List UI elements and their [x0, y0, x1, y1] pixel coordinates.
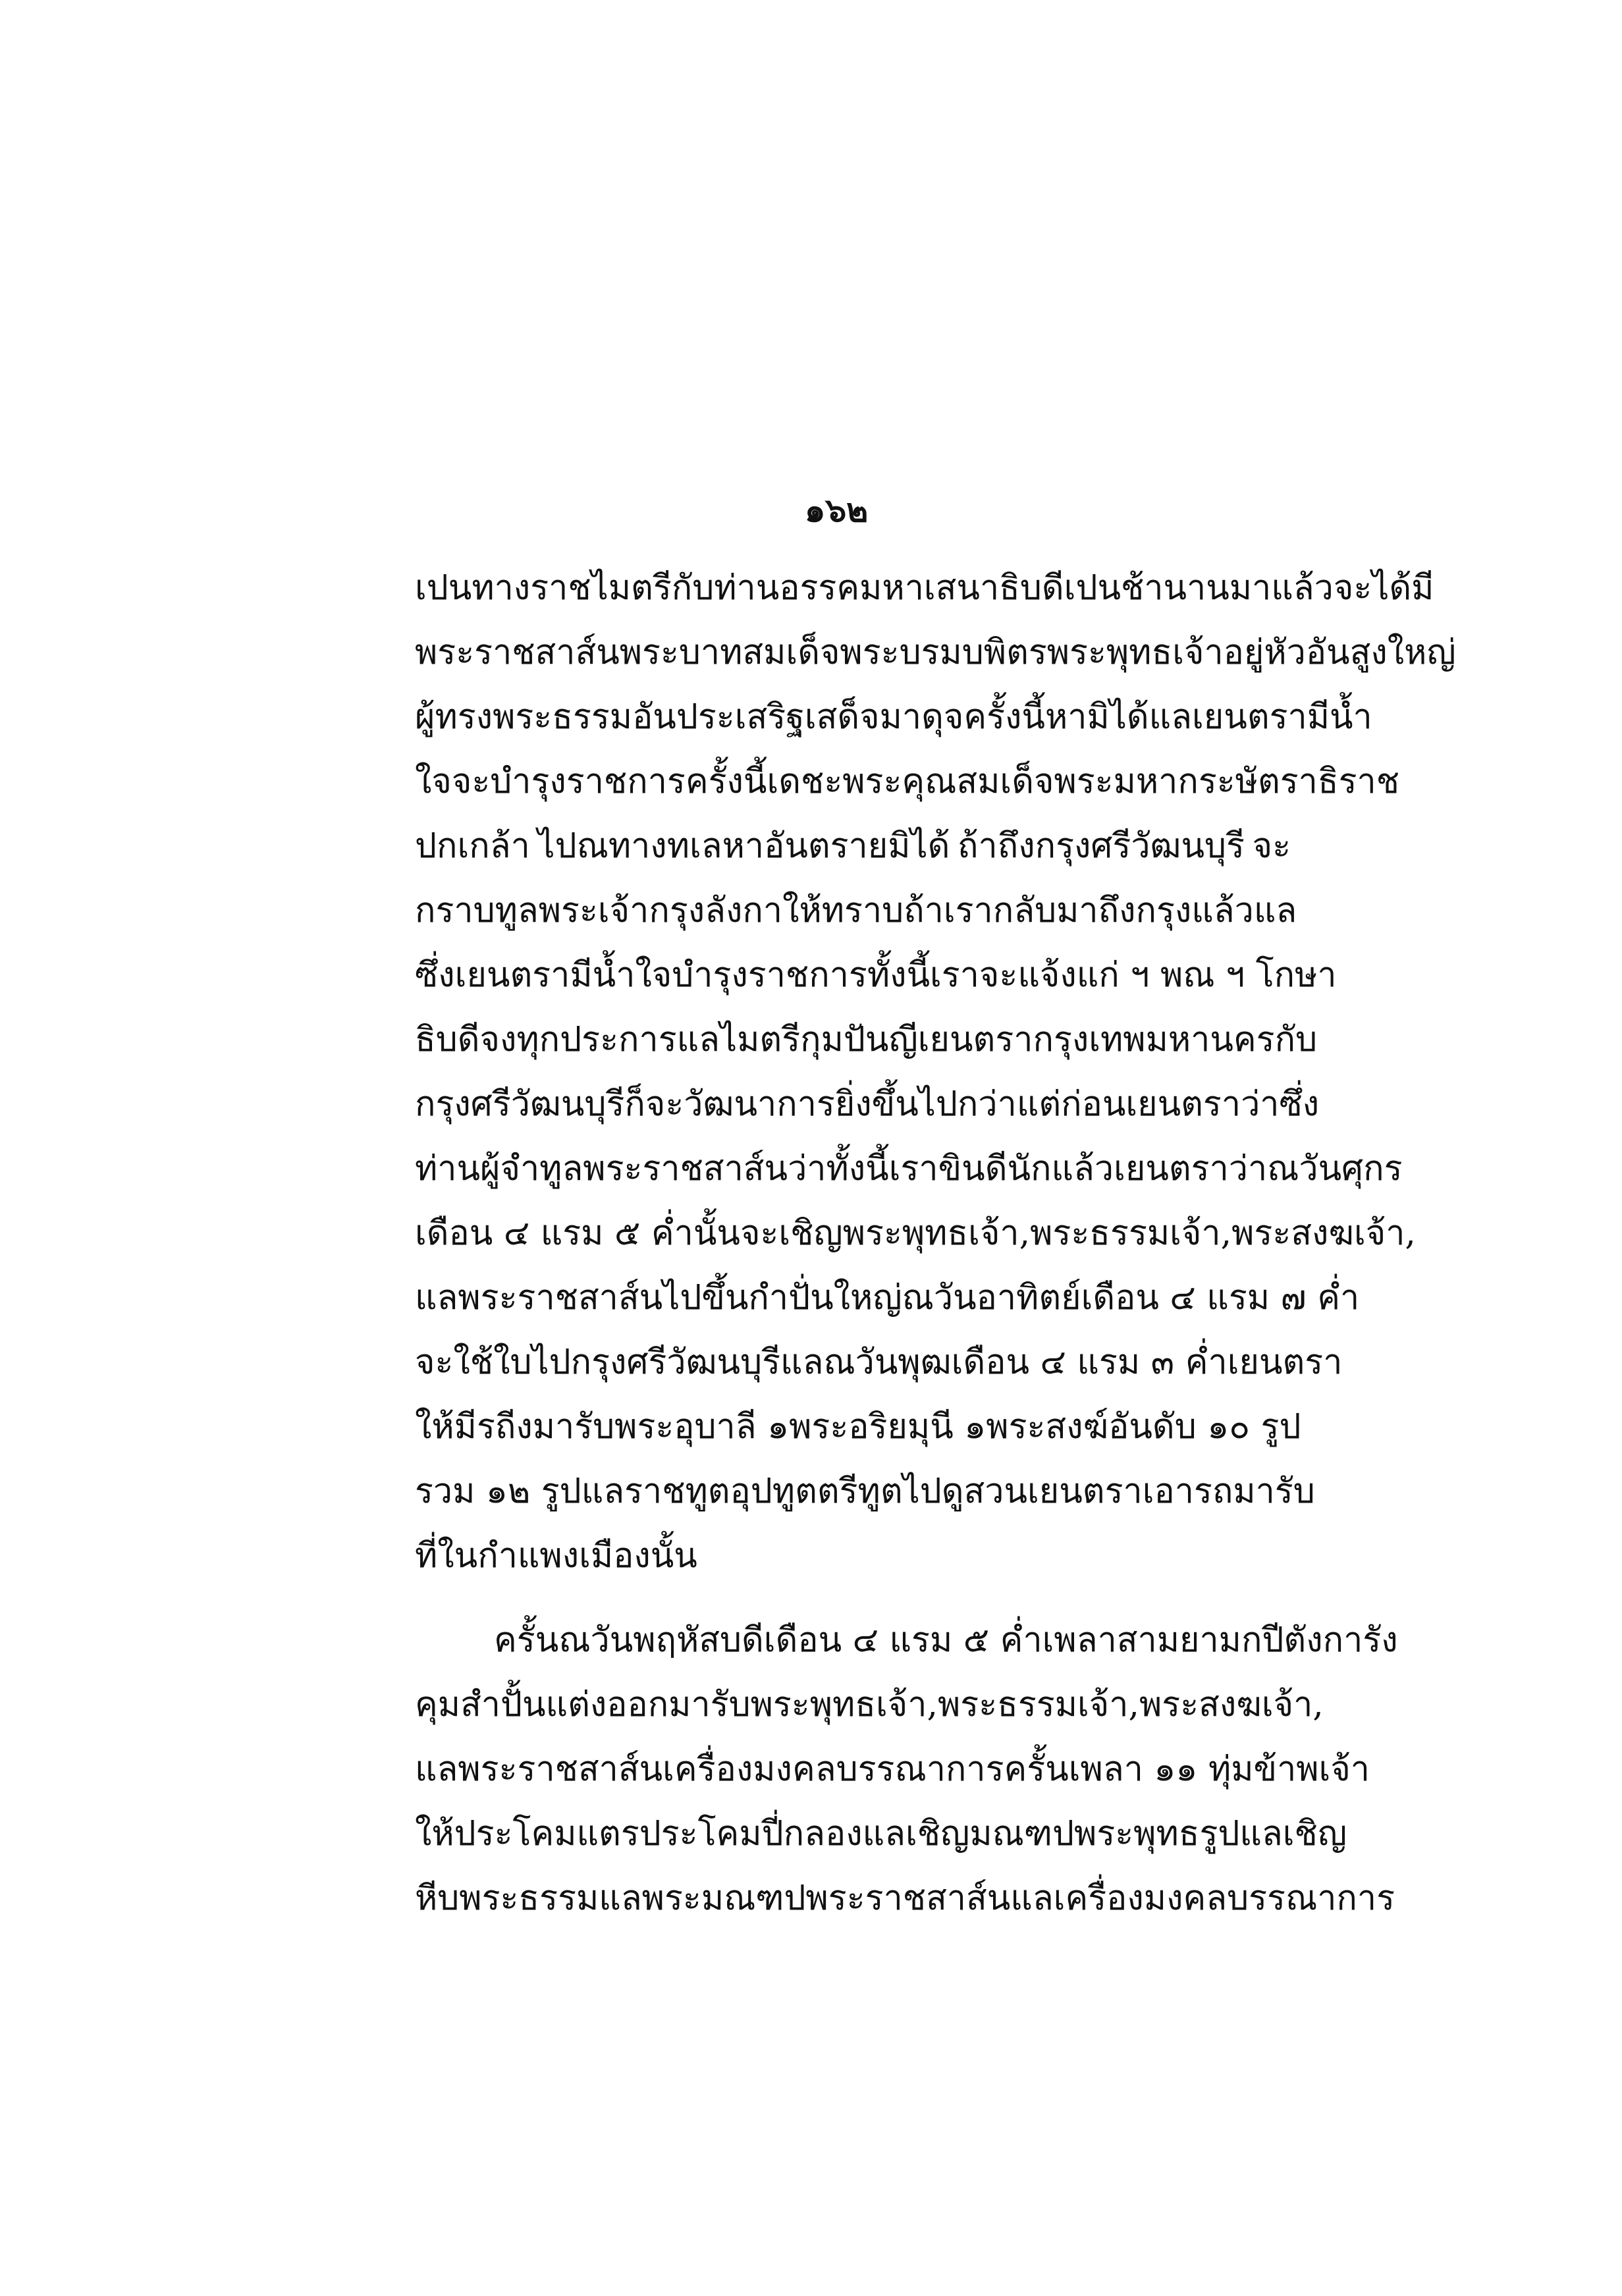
- text-segment: ปกเกล้า: [415, 826, 530, 866]
- text-line: [415, 1870, 1395, 1935]
- text-segment: เสด็จมาดุจครั้งนี้หามิได้: [804, 697, 1149, 737]
- text-segment: พระสงฆ์อันดับ ๑๐ รูป: [986, 1407, 1301, 1447]
- text-segment: จะใช้ใบไปกรุงศรีวัฒนบุรี: [415, 1343, 781, 1382]
- text-segment: ไปณทางทเลหาอันตรายมิได้: [537, 826, 950, 866]
- text-segment: ผู้ทรงพระธรรมอันประเสริฐ: [415, 697, 805, 737]
- text-segment: แล้วเยนตราว่า: [1051, 1149, 1268, 1188]
- text-segment: หีบพระธรรม: [415, 1879, 599, 1918]
- text-segment: พระพุทธเจ้า,: [750, 1685, 938, 1724]
- text-segment: เยนตรา: [1227, 1343, 1343, 1382]
- text-segment: ครั้นเพลา ๑๑ ทุ่มข้าพเจ้า: [1004, 1749, 1370, 1789]
- text-segment: เดชะพระคุณสมเด็จพระมหากระษัตราธิราช: [767, 762, 1400, 801]
- text-line: [415, 1399, 1301, 1463]
- text-segment: พระราชสาส์นพระบาทสมเด็จพระบรมบพิตรพระพุทธเจ้าอยู่หัวอันสูงใหญ่: [415, 633, 1456, 672]
- text-segment: ถ้าเรากลับมาถึงกรุงแล้ว: [904, 891, 1254, 930]
- text-segment: เราจะแจ้งแก่ ฯ พณ ฯ โกษา: [930, 955, 1337, 995]
- text-segment: แล: [1253, 891, 1297, 930]
- text-segment: ท่านผู้จำทูลพระราชสาส์นว่าทั้งนี้เราขินดีนัก: [415, 1149, 1052, 1188]
- text-segment: เปนทางราชไมตรีกับท่านอรรคมหาเสนาธิบดีเปนช้านานมาแล้ว: [415, 568, 1334, 608]
- text-segment: จะ: [1252, 826, 1291, 866]
- text-segment: ที่ในกำแพงเมืองนั้น: [415, 1536, 697, 1576]
- text-segment: รวม ๑๒ รูป: [415, 1472, 581, 1511]
- text-segment: เยนตราเอารถมารับ: [1027, 1472, 1315, 1511]
- text-segment: พระสงฆเจ้า,: [1139, 1685, 1324, 1724]
- text-line: [415, 560, 1434, 624]
- text-segment: เดือน ๔ แรม ๕ ค่ำนั้นจะเชิญ: [415, 1214, 843, 1253]
- text-segment: ครั้นณวันพฤหัสบดีเดือน ๔ แรม ๕ ค่ำเพลาสามยาม: [494, 1620, 1241, 1660]
- paragraph: [415, 1612, 1398, 1935]
- text-line: [415, 689, 1372, 753]
- text-segment: พระธรรมเจ้า,: [1030, 1214, 1232, 1253]
- text-line: [415, 1205, 1416, 1269]
- text-segment: พระธรรมเจ้า,: [938, 1685, 1139, 1724]
- text-segment: พระอุบาลี ๑: [614, 1407, 790, 1447]
- body-text: [415, 560, 1456, 1935]
- text-segment: แลพระราชสาส์นไปขึ้นกำปั่นใหญ่: [415, 1278, 902, 1318]
- text-line: [415, 818, 1291, 882]
- text-segment: กรุงเทพมหานคร: [1033, 1020, 1275, 1059]
- text-segment: แลเยนตรามีน้ำ: [1149, 697, 1372, 737]
- text-segment: แลพระมณฑปพระราชสาส์น: [599, 1879, 1011, 1918]
- text-line: [415, 1269, 1360, 1334]
- text-segment: แลราชทูต: [581, 1472, 730, 1511]
- text-segment: พระสงฆเจ้า,: [1231, 1214, 1416, 1253]
- text-segment: แลณวันพุฒเดือน ๔ แรม ๓ ค่ำ: [780, 1343, 1228, 1382]
- text-line: [415, 1334, 1343, 1399]
- text-segment: ตรีทูตไปดูสวน: [817, 1472, 1028, 1511]
- text-segment: ใจจะบำรุงราชการครั้งนี้: [415, 762, 767, 801]
- text-line: [415, 1463, 1315, 1528]
- text-segment: ก็จะวัฒนาการยิ่งขึ้นไปกว่าแต่ก่อน: [624, 1084, 1126, 1124]
- text-segment: ถ้าถึงกรุงศรีวัฒนบุรี: [958, 826, 1245, 866]
- text-segment: ธิบดีจงทุกประการ: [415, 1020, 677, 1059]
- text-segment: แลเครื่องมงคลบรรณาการ: [1010, 1879, 1395, 1918]
- text-segment: แลพระราชสาส์นเครื่องมงคลบรรณาการ: [415, 1749, 1004, 1789]
- text-line: [415, 1741, 1370, 1805]
- page-number: ๑๖๒: [804, 491, 869, 529]
- text-line: [415, 1676, 1324, 1741]
- text-line: [415, 882, 1297, 947]
- text-line: [415, 624, 1456, 689]
- text-segment: กรุงศรีวัฒนบุรี: [415, 1084, 625, 1124]
- text-segment: ณวันอาทิตย์เดือน ๔ แรม ๗ ค่ำ: [902, 1278, 1360, 1318]
- text-segment: กปีตังการัง: [1241, 1620, 1398, 1660]
- text-segment: คุมสำปั้นแต่งออกมารับ: [415, 1685, 751, 1724]
- text-segment: เยนตราว่าซึ่ง: [1125, 1084, 1320, 1124]
- text-line: [415, 1140, 1403, 1205]
- text-segment: ให้มีรถีงมารับ: [415, 1407, 615, 1447]
- text-line: [415, 1076, 1320, 1140]
- text-line: [415, 1612, 1398, 1676]
- text-segment: จะได้มี: [1333, 568, 1434, 608]
- text-segment: ซึ่งเยนตรามีน้ำใจบำรุงราชการทั้งนี้: [415, 955, 931, 995]
- text-line: [415, 1528, 1291, 1592]
- paragraph: [415, 560, 1456, 1592]
- text-line: [415, 947, 1337, 1011]
- text-segment: พระอริยมุนี ๑: [789, 1407, 987, 1447]
- text-segment: แลไมตรีกุมปันญีเยนตรา: [676, 1020, 1033, 1059]
- text-segment: แลเชิญมณฑปพระพุทธรูป: [862, 1814, 1240, 1854]
- text-line: [415, 1805, 1347, 1870]
- text-line: [415, 753, 1400, 818]
- text-segment: ให้ประโคมแตรประโคมปี่กลอง: [415, 1814, 863, 1854]
- text-line: [415, 1011, 1318, 1076]
- text-segment: ณวันศุกร: [1267, 1149, 1403, 1188]
- text-segment: แลเชิญ: [1239, 1814, 1347, 1854]
- text-segment: อุปทูต: [730, 1472, 817, 1511]
- text-segment: กับ: [1274, 1020, 1318, 1059]
- text-segment: พระพุทธเจ้า,: [842, 1214, 1031, 1253]
- text-segment: กราบทูลพระเจ้ากรุงลังกาให้ทราบ: [415, 891, 904, 930]
- paragraph-gap: [415, 1592, 1291, 1612]
